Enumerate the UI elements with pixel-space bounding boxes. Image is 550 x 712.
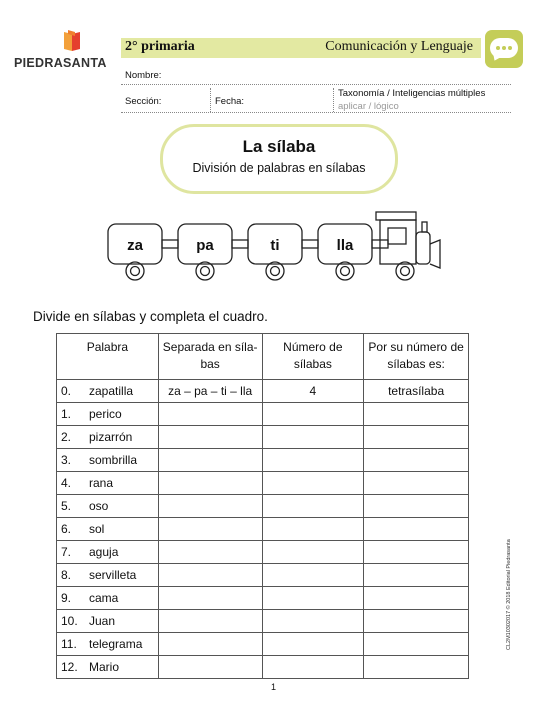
separated-cell[interactable] [158,495,262,518]
word-text: aguja [89,545,119,559]
taxonomy-value: aplicar / lógico [338,101,399,112]
page-number: 1 [271,682,277,692]
table-row [57,541,469,564]
table-row [57,426,469,449]
table-row [57,380,469,403]
row-number: 11. [61,637,77,651]
separated-cell[interactable] [158,564,262,587]
table-row [57,449,469,472]
word-cell [57,564,159,587]
count-cell[interactable] [262,426,364,449]
type-cell[interactable] [364,656,469,679]
row-number: 9. [61,591,72,605]
separated-cell[interactable] [158,587,262,610]
word-cell [57,472,159,495]
row-number: 2. [61,430,72,444]
word-text: telegrama [89,637,143,651]
separated-cell[interactable] [158,633,262,656]
type-cell[interactable] [364,449,469,472]
word-cell [57,426,159,449]
word-cell [57,587,159,610]
word-text: oso [89,499,109,513]
word-text: zapatilla [89,384,134,398]
separated-cell[interactable] [158,403,262,426]
count-cell[interactable] [262,656,364,679]
table-row [57,495,469,518]
type-cell[interactable] [364,403,469,426]
table-row [57,518,469,541]
separated-cell[interactable] [158,449,262,472]
page-title: La sílaba [242,137,316,156]
count-cell[interactable] [262,564,364,587]
count-cell: 4 [262,380,364,403]
type-cell[interactable] [364,610,469,633]
count-cell[interactable] [262,403,364,426]
type-cell: tetrasílaba [364,380,469,403]
separated-cell[interactable] [158,610,262,633]
col-header-separated: Separada en síla- bas [158,334,262,380]
row-number: 5. [61,499,72,513]
type-cell[interactable] [364,587,469,610]
word-cell [57,633,159,656]
table-row [57,564,469,587]
type-cell[interactable] [364,518,469,541]
type-cell[interactable] [364,472,469,495]
separated-cell[interactable] [158,518,262,541]
count-cell[interactable] [262,541,364,564]
word-cell [57,495,159,518]
row-number: 6. [61,522,72,536]
col-header-type: Por su número de sílabas es: [364,334,469,380]
syllable-train-illustration [100,208,450,288]
syllable-2: pa [196,237,214,254]
word-text: Mario [89,660,120,674]
subject-label: Comunicación y Lenguaje [325,39,473,54]
row-number: 4. [61,476,72,490]
separated-cell: za – pa – ti – lla [158,380,262,403]
count-cell[interactable] [262,633,364,656]
row-number: 7. [61,545,72,559]
word-cell [57,656,159,679]
word-cell [57,403,159,426]
chat-bubble-icon [485,30,523,68]
separated-cell[interactable] [158,472,262,495]
book-logo-icon [62,30,82,52]
word-text: pizarrón [89,430,133,444]
row-number: 12. [61,660,78,674]
syllable-table [56,333,469,679]
page-subtitle: División de palabras en sílabas [192,161,366,175]
section-line[interactable] [121,112,511,113]
table-row [57,587,469,610]
word-text: sol [89,522,105,536]
exercise-instruction: Divide en sílabas y completa el cuadro. [33,309,268,324]
grade-label: 2° primaria [125,39,195,54]
word-cell [57,518,159,541]
type-cell[interactable] [364,495,469,518]
table-row [57,633,469,656]
type-cell[interactable] [364,541,469,564]
type-cell[interactable] [364,564,469,587]
word-text: Juan [89,614,116,628]
count-cell[interactable] [262,472,364,495]
section-label: Sección: [125,96,162,107]
word-cell [57,541,159,564]
count-cell[interactable] [262,587,364,610]
syllable-3: ti [270,237,280,254]
count-cell[interactable] [262,610,364,633]
title-box [160,124,398,194]
word-text: servilleta [89,568,137,582]
word-text: rana [89,476,114,490]
header-bar [121,38,481,58]
row-number: 10. [61,614,78,628]
taxonomy-label: Taxonomía / Inteligencias múltiples [338,88,486,99]
date-label: Fecha: [215,96,245,107]
separated-cell[interactable] [158,426,262,449]
name-line[interactable] [121,84,511,85]
syllable-4: lla [336,237,354,254]
brand-name: PIEDRASANTA [14,56,107,70]
row-number: 3. [61,453,72,467]
count-cell[interactable] [262,518,364,541]
table-header-row [57,334,469,380]
row-number: 8. [61,568,72,582]
col-header-word: Palabra [57,334,159,380]
word-text: cama [89,591,119,605]
word-cell [57,380,159,403]
copyright-note: CL2M10302017 © 2018 Editorial Piedrasanta [506,539,512,650]
name-label: Nombre: [125,70,162,81]
table-row [57,610,469,633]
col-header-count: Número de sílabas [262,334,364,380]
count-cell[interactable] [262,495,364,518]
word-text: sombrilla [89,453,138,467]
row-number: 1. [61,407,72,421]
row-number: 0. [61,384,72,398]
word-text: perico [89,407,122,421]
word-cell [57,449,159,472]
type-cell[interactable] [364,426,469,449]
word-cell [57,610,159,633]
separated-cell[interactable] [158,541,262,564]
table-row [57,403,469,426]
table-row [57,656,469,679]
type-cell[interactable] [364,633,469,656]
separated-cell[interactable] [158,656,262,679]
syllable-1: za [127,237,143,254]
count-cell[interactable] [262,449,364,472]
table-row [57,472,469,495]
